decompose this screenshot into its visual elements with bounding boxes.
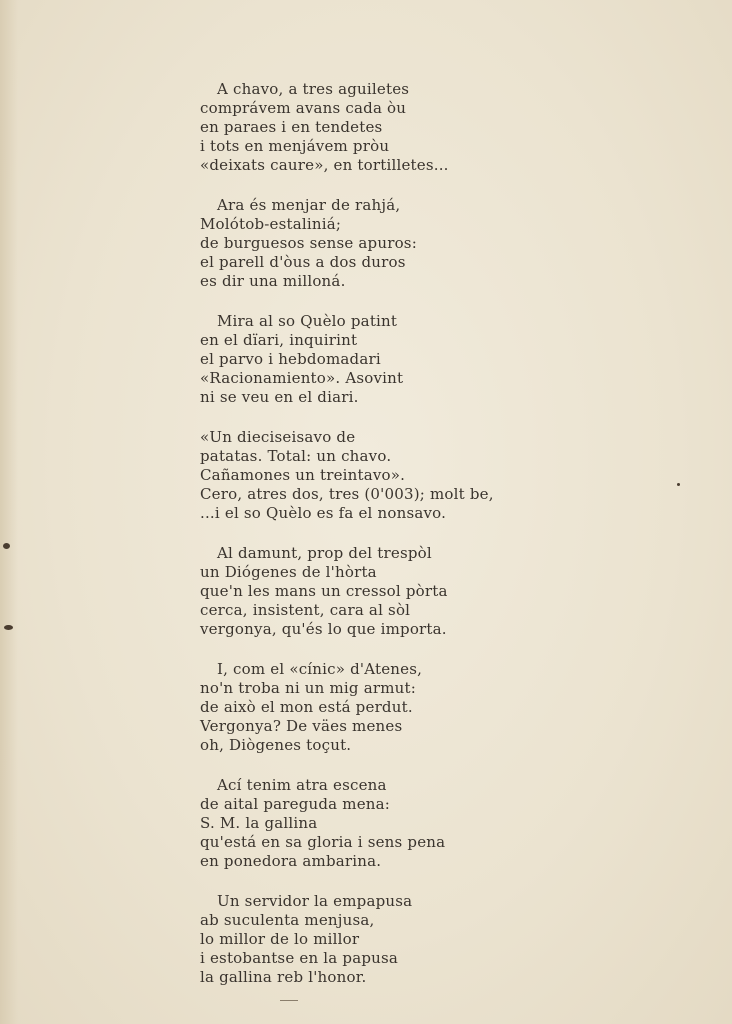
verse-line: i estobantse en la papusa [200,949,399,967]
stanza-3 [200,312,520,407]
verse-line: Mira al so Quèlo patint [217,312,398,330]
verse-line: qu'está en sa gloria i sens pena [200,833,446,851]
stanza-4 [200,428,520,523]
verse-line: ab suculenta menjusa, [200,911,375,929]
verse-line: Molótob-estaliniá; [200,215,342,233]
verse-line: A chavo, a tres aguiletes [217,80,410,98]
stanza-1 [200,80,520,175]
verse-line: I, com el «cínic» d'Atenes, [217,660,423,678]
stanza-7 [200,776,520,871]
verse-line: patatas. Total: un chavo. [200,447,392,465]
verse-line: no'n troba ni un mig armut: [200,679,416,697]
paper-speck [4,625,13,630]
verse-line: es dir una milloná. [200,272,346,290]
stanza-6 [200,660,520,755]
verse-line: de burguesos sense apuros: [200,234,417,252]
verse-line: lo millor de lo millor [200,930,360,948]
verse-line: vergonya, qu'és lo que importa. [200,620,447,638]
verse-line: ni se veu en el diari. [200,388,359,406]
verse-line: que'n les mans un cressol pòrta [200,582,448,600]
stanza-8 [200,892,520,987]
verse-line: «Un dieciseisavo de [200,428,356,446]
verse-line: i tots en menjávem pròu [200,137,390,155]
verse-line: de aital pareguda mena: [200,795,391,813]
verse-line: S. M. la gallina [200,814,318,832]
verse-line: ...i el so Quèlo es fa el nonsavo. [200,504,447,522]
verse-line: el parell d'òus a dos duros [200,253,406,271]
verse-line: «deixats caure», en tortilletes... [200,156,449,174]
verse-line: en ponedora ambarina. [200,852,382,870]
verse-line: «Racionamiento». Asovint [200,369,404,387]
verse-line: comprávem avans cada òu [200,99,407,117]
paper-speck [677,483,680,486]
verse-line: cerca, insistent, cara al sòl [200,601,411,619]
verse-line: el parvo i hebdomadari [200,350,381,368]
verse-line: Cañamones un treintavo». [200,466,406,484]
paper-mark [280,1000,298,1001]
verse-line: Un servidor la empapusa [217,892,413,910]
verse-line: oh, Diògenes toçut. [200,736,352,754]
stanza-5 [200,544,520,639]
verse-line: Ara és menjar de rahjá, [217,196,401,214]
poem [200,80,520,1008]
verse-line: Cero, atres dos, tres (0'003); molt be, [200,485,494,503]
verse-line: la gallina reb l'honor. [200,968,367,986]
verse-line: de això el mon está perdut. [200,698,413,716]
verse-line: Ací tenim atra escena [217,776,387,794]
stanza-2 [200,196,520,291]
verse-line: Vergonya? De väes menes [200,717,403,735]
verse-line: un Diógenes de l'hòrta [200,563,377,581]
verse-line: Al damunt, prop del trespòl [217,544,432,562]
verse-line: en paraes i en tendetes [200,118,383,136]
verse-line: en el dïari, inquirint [200,331,358,349]
paper-speck [3,543,10,549]
